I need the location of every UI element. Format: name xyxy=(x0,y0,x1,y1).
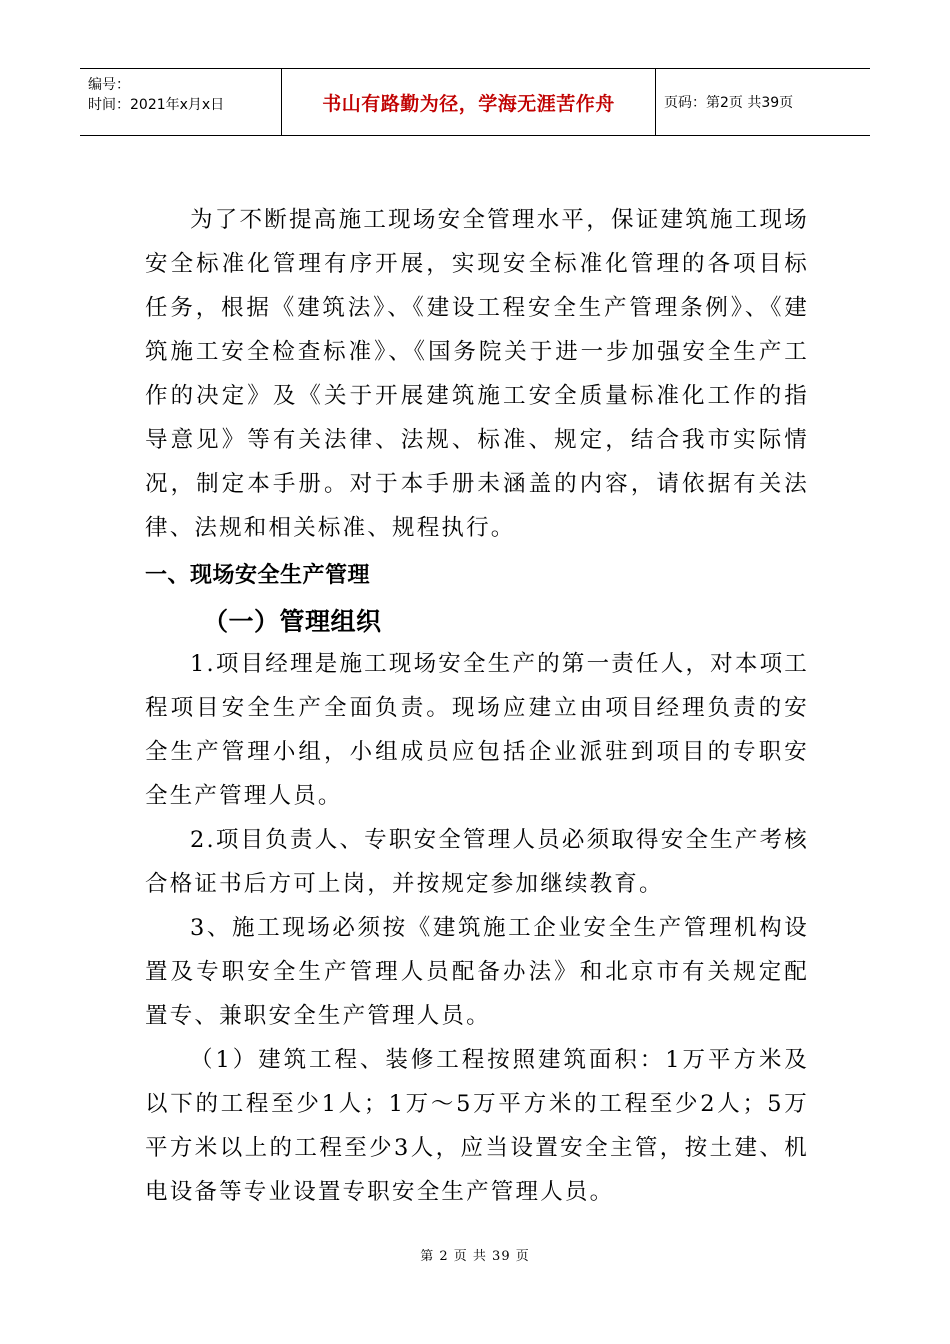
item-1-paragraph: 1.项目经理是施工现场安全生产的第一责任人，对本项工程项目安全生产全面负责。现场应建立由项目经理负责的安全生产管理小组，小组成员应包括企业派驻到项目的专职安全生产管理人员。 xyxy=(145,651,809,809)
item-2-paragraph: 2.项目负责人、专职安全管理人员必须取得安全生产考核合格证书后方可上岗，并按规定参加继续教育。 xyxy=(145,827,809,897)
subsection-title: （一）管理组织 xyxy=(203,607,382,636)
page-header xyxy=(80,68,870,136)
document-time-label: 时间：2021年x月x日 xyxy=(88,97,225,113)
section-title: 一、现场安全生产管理 xyxy=(145,563,371,588)
item-3-paragraph: 3、施工现场必须按《建筑施工企业安全生产管理机构设置及专职安全生产管理人员配备办法》和北京市有关规定配置专、兼职安全生产管理人员。 xyxy=(145,915,809,1029)
document-body xyxy=(145,198,809,1214)
header-page-info: 页码：第2页 共39页 xyxy=(664,95,794,111)
page-footer: 第 2 页 共 39 页 xyxy=(420,1249,530,1264)
intro-paragraph: 为了不断提高施工现场安全管理水平，保证建筑施工现场安全标准化管理有序开展，实现安全标准化管理的各项目标任务，根据《建筑法》、《建设工程安全生产管理条例》、《建筑施工安全检查标准》、《国务院关于进一步加强安全生产工作的决定》及《关于开展建筑施工安全质量标准化工作的指导意见》等有关法律、法规、标准、规定，结合我市实际情况，制定本手册。对于本手册未涵盖的内容，请依据有关法律、法规和相关标准、规程执行。 xyxy=(145,207,809,541)
document-number-label: 编号： xyxy=(88,77,130,93)
item-3-1-paragraph: （1）建筑工程、装修工程按照建筑面积：1万平方米及以下的工程至少1人；1万～5万平方米的工程至少2人；5万平方米以上的工程至少3人，应当设置安全主管，按土建、机电设备等专业设置专职安全生产管理人员。 xyxy=(145,1047,809,1205)
header-meta-cell xyxy=(80,69,282,135)
header-motto: 书山有路勤为径，学海无涯苦作舟 xyxy=(282,69,656,135)
